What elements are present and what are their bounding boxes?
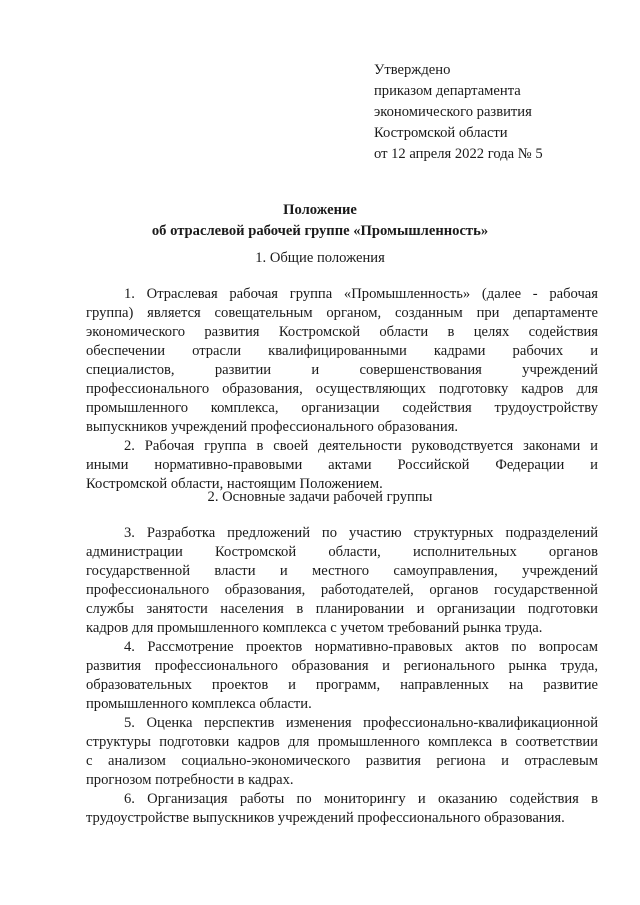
approval-line: приказом департамента (374, 83, 521, 99)
approval-line: от 12 апреля 2022 года № 5 (374, 146, 543, 162)
paragraph-line: 6. Организация работы по мониторингу и оказанию содействия в (124, 791, 598, 807)
paragraph-line: структуры подготовки кадров для промышленного комплекса в соответствии (86, 734, 598, 750)
paragraph-line: трудоустройстве выпускников учреждений профессионального образования. (86, 810, 565, 826)
paragraph-line: профессионального образования, работодателей, органов государственной (86, 582, 598, 598)
paragraph-line: специалистов, развитии и совершенствования учреждений (86, 362, 598, 378)
approval-line: экономического развития (374, 104, 532, 120)
paragraph-line: 5. Оценка перспектив изменения профессионально-квалификационной (124, 715, 598, 731)
paragraph (86, 714, 598, 790)
paragraph-line: 1. Отраслевая рабочая группа «Промышленность» (далее - рабочая (124, 286, 598, 302)
paragraph-line: экономического развития Костромской области в целях содействия (86, 324, 598, 340)
paragraph-line: администрации Костромской области, исполнительных органов (86, 544, 598, 560)
paragraph-line: образовательных проектов и программ, направленных на развитие (86, 677, 598, 693)
paragraph (86, 285, 598, 437)
approval-line: Утверждено (374, 62, 451, 78)
paragraph-line: промышленного комплекса, организации содействия трудоустройству (86, 400, 598, 416)
document-title (0, 200, 640, 242)
paragraph (86, 524, 598, 638)
paragraph-line: службы занятости населения в планировании и организации подготовки (86, 601, 598, 617)
paragraph (86, 790, 598, 828)
paragraph-line: государственной власти и местного самоуправления, учреждений (86, 563, 598, 579)
paragraph-line: промышленного комплекса области. (86, 696, 312, 712)
title-line: Положение (283, 202, 357, 218)
section-heading: 1. Общие положения (255, 250, 385, 266)
paragraph-line: развития профессионального образования и регионального рынка труда, (86, 658, 598, 674)
paragraph-line: группа) является совещательным органом, созданным при департаменте (86, 305, 598, 321)
paragraph-line: профессионального образования, осуществляющих подготовку кадров для (86, 381, 598, 397)
paragraph-line: 4. Рассмотрение проектов нормативно-правовых актов по вопросам (124, 639, 598, 655)
paragraph-line: с анализом социально-экономического развития региона и отраслевым (86, 753, 598, 769)
paragraph-line: обеспечении отрасли квалифицированными кадрами рабочих и (86, 343, 598, 359)
paragraph-line: иными нормативно-правовыми актами Российской Федерации и (86, 457, 598, 473)
approval-line: Костромской области (374, 125, 508, 141)
paragraph-line: прогнозом потребности в кадрах. (86, 772, 294, 788)
paragraph-line: выпускников учреждений профессионального образования. (86, 419, 459, 435)
paragraph-line: Костромской области, настоящим Положением. (86, 476, 383, 492)
paragraph (86, 437, 598, 494)
paragraph-line: 2. Рабочая группа в своей деятельности руководствуется законами и (124, 438, 598, 454)
paragraph (86, 638, 598, 714)
paragraph-line: кадров для промышленного комплекса с учетом требований рынка труда. (86, 620, 543, 636)
section-heading: 2. Основные задачи рабочей группы (207, 489, 433, 505)
title-line: об отраслевой рабочей группе «Промышленность» (151, 223, 489, 239)
paragraph-line: 3. Разработка предложений по участию структурных подразделений (124, 525, 598, 541)
approval-stamp (374, 60, 543, 165)
